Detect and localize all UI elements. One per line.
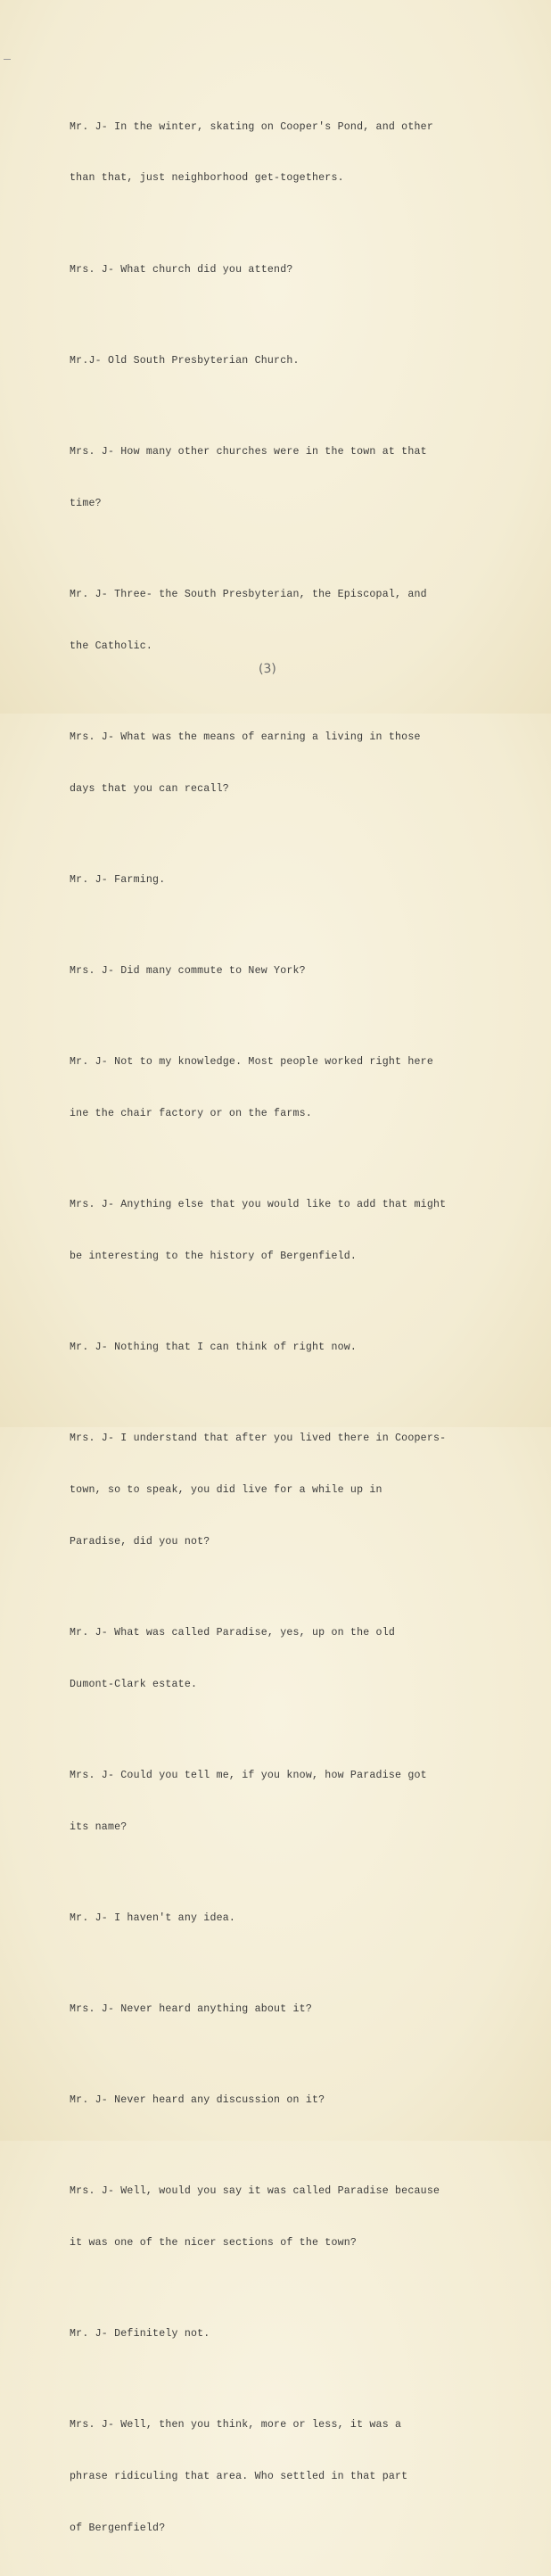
transcript-turn — [70, 409, 489, 546]
transcript-line: Mrs. J- Well, then you think, more or less, it was a — [70, 2418, 402, 2431]
transcript-line: Mr. J- Definitely not. — [70, 2327, 210, 2340]
transcript-turn — [70, 84, 489, 221]
transcript-line: ine the chair factory or on the farms. — [70, 1107, 312, 1119]
transcript-line: Mrs. J- Could you tell me, if you know, how Paradise got — [70, 1769, 427, 1781]
transcript-turn — [70, 2148, 489, 2285]
transcript-turn — [70, 928, 489, 1013]
transcript-line: Mrs. J- I understand that after you lived there in Coopers- — [70, 1432, 447, 1444]
transcript-turn — [70, 1589, 489, 1727]
transcript-line: Mr. J- Never heard any discussion on it? — [70, 2093, 325, 2106]
transcript-turn — [70, 318, 489, 403]
transcript-line: Mr. J- Not to my knowledge. Most people worked right here — [70, 1055, 433, 1068]
transcript-line: phrase ridiculing that area. Who settled in that part — [70, 2470, 408, 2482]
transcript-line: Mr. J- In the winter, skating on Cooper's Pond, and other — [70, 120, 433, 133]
transcript-line: the Catholic. — [70, 640, 153, 652]
margin-mark — [4, 59, 11, 60]
transcript-turn — [70, 1161, 489, 1299]
transcript-turn — [70, 1019, 489, 1156]
transcript-line: Mr.J- Old South Presbyterian Church. — [70, 354, 300, 367]
transcript-turn — [70, 551, 489, 689]
transcript-line: time? — [70, 497, 102, 509]
transcript-line: of Bergenfield? — [70, 2522, 166, 2534]
transcript-line: Mrs. J- Never heard anything about it? — [70, 2002, 312, 2015]
transcript-line: Mrs. J- Anything else that you would like to add that might — [70, 1198, 447, 1210]
transcript-turn — [70, 1732, 489, 1870]
transcript-turn — [70, 2057, 489, 2143]
transcript-line: be interesting to the history of Bergenfield. — [70, 1250, 358, 1262]
transcript-line: Mrs. J- What was the means of earning a living in those — [70, 731, 421, 743]
transcript-line: Mrs. J- Well, would you say it was called Paradise because — [70, 2184, 440, 2197]
transcript-line: Mr. J- What was called Paradise, yes, up on the old — [70, 1626, 396, 1639]
transcript-turn — [70, 2291, 489, 2376]
transcript-turn — [70, 227, 489, 312]
page-number: (3) — [258, 661, 277, 677]
transcript-turn — [70, 694, 489, 831]
transcript-line: Paradise, did you not? — [70, 1535, 210, 1548]
transcript-turn — [70, 1875, 489, 1961]
transcript-line: it was one of the nicer sections of the town? — [70, 2236, 358, 2249]
transcript-line: Mrs. J- What church did you attend? — [70, 263, 293, 276]
transcript-line: Mrs. J- Did many commute to New York? — [70, 964, 306, 977]
transcript-turn — [70, 1966, 489, 2052]
transcript-line: its name? — [70, 1821, 127, 1833]
transcript-turn — [70, 1304, 489, 1390]
transcript-turn — [70, 1395, 489, 1584]
transcript-line: Mr. J- I haven't any idea. — [70, 1911, 236, 1924]
transcript-line: than that, just neighborhood get-togethers. — [70, 172, 344, 185]
transcript-line: Mr. J- Nothing that I can think of right now. — [70, 1341, 358, 1353]
transcript-line: days that you can recall? — [70, 782, 229, 795]
interview-transcript — [70, 84, 489, 2576]
transcript-turn — [70, 2382, 489, 2571]
transcript-line: Mr. J- Three- the South Presbyterian, the Episcopal, and — [70, 588, 427, 600]
transcript-line: Mr. J- Farming. — [70, 873, 166, 886]
transcript-line: Mrs. J- How many other churches were in the town at that — [70, 445, 427, 458]
transcript-turn — [70, 837, 489, 922]
transcript-line: Dumont-Clark estate. — [70, 1678, 198, 1690]
transcript-line: town, so to speak, you did live for a while up in — [70, 1483, 382, 1496]
